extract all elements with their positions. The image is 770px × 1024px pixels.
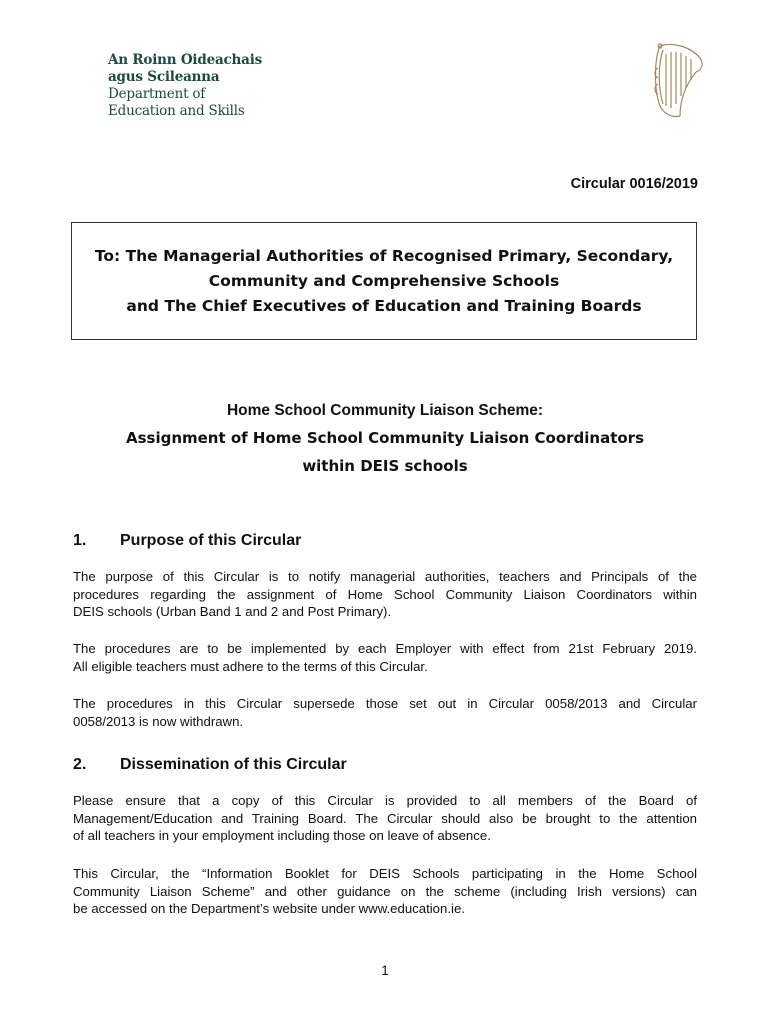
text-line: 0058/2013 is now withdrawn.: [73, 713, 244, 729]
title-line-1: Home School Community Liaison Scheme:: [226, 402, 544, 419]
text-line: The procedures in this Circular supersede those set out in Circular 0058/2013 and Circular: [73, 696, 697, 711]
addressee-box: [71, 222, 697, 340]
text-line: The procedures are to be implemented by each Employer with effect from 21st February 2019.: [73, 641, 697, 656]
title-line-3: within DEIS schools: [302, 457, 468, 475]
addressee-line: and The Chief Executives of Education and Training Boards: [126, 296, 642, 315]
section-number: 2.: [73, 756, 87, 773]
text-line: procedures regarding the assignment of Home School Community Liaison Coordinators within: [73, 586, 697, 602]
text-line: DEIS schools (Urban Band 1 and 2 and Post Primary).: [73, 604, 392, 619]
logo-line-english-2: Education and Skills: [108, 103, 245, 119]
text-line: Community Liaison Scheme” and other guidance on the scheme (including Irish versions) can: [73, 883, 697, 899]
paragraph: [73, 695, 697, 730]
text-line: Management/Education and Training Board. The Circular should also be brought to the attention: [73, 810, 697, 826]
paragraph: [73, 640, 697, 675]
section-number: 1.: [73, 532, 87, 549]
logo-line-english-1: Department of: [108, 86, 206, 102]
addressee-line: To: The Managerial Authorities of Recognised Primary, Secondary,: [94, 246, 674, 265]
department-logo: [108, 52, 262, 120]
text-line: The purpose of this Circular is to notify managerial authorities, teachers and Principals of the: [73, 569, 697, 584]
text-line: This Circular, the “Information Booklet for DEIS Schools participating in the Home School: [73, 866, 697, 881]
logo-line-irish-2: agus Scileanna: [108, 69, 220, 85]
text-line: be accessed on the Department’s website under www.education.ie.: [73, 901, 465, 916]
section-heading-dissemination: [73, 756, 347, 774]
page-number: 1: [381, 963, 389, 978]
circular-title: [0, 398, 770, 480]
addressee-line: Community and Comprehensive Schools: [208, 271, 560, 290]
section-heading-purpose: [73, 532, 301, 550]
harp-emblem-icon: [650, 40, 706, 120]
logo-line-irish-1: An Roinn Oideachais: [108, 52, 263, 68]
paragraph: [73, 865, 697, 918]
circular-number: Circular 0016/2019: [570, 176, 698, 192]
text-line: Please ensure that a copy of this Circular is provided to all members of the Board of: [73, 793, 697, 808]
text-line: All eligible teachers must adhere to the terms of this Circular.: [73, 658, 428, 674]
paragraph: [73, 568, 697, 621]
paragraph: [73, 792, 697, 845]
section-title: Purpose of this Circular: [120, 532, 302, 549]
section-title: Dissemination of this Circular: [120, 756, 347, 773]
title-line-2: Assignment of Home School Community Liaison Coordinators: [125, 429, 645, 447]
text-line: of all teachers in your employment including those on leave of absence.: [73, 828, 491, 843]
